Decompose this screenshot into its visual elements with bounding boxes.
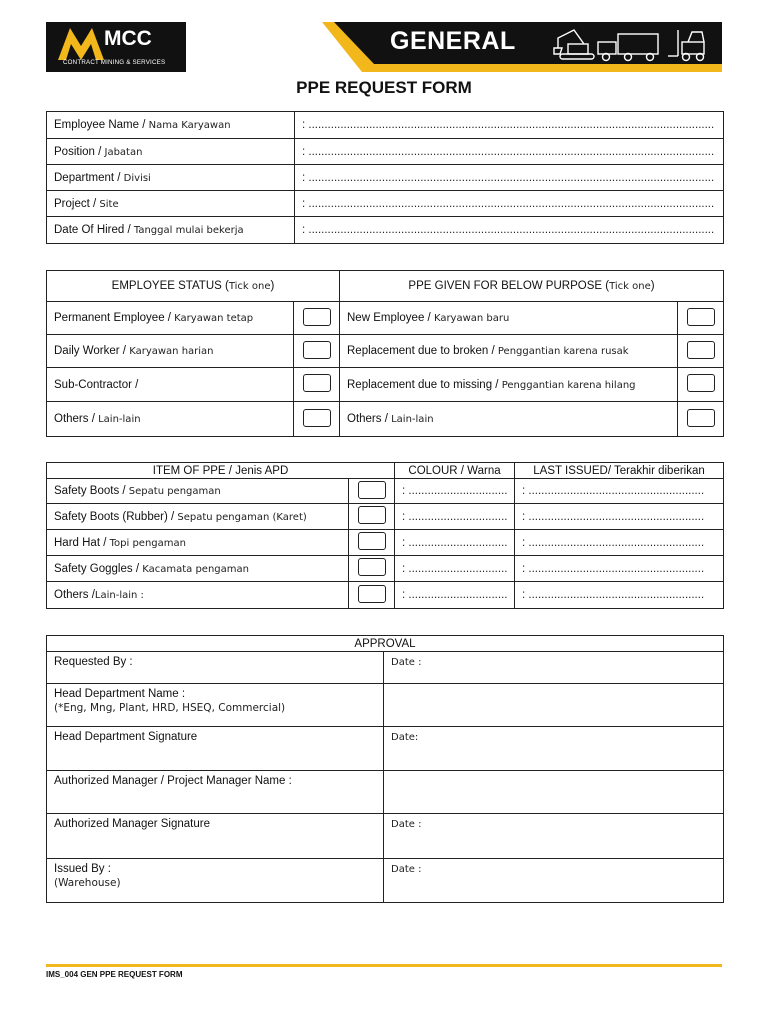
department-field[interactable]: : ............................................................................................................................... [295,165,724,191]
ppe-item-row: Others /Lain-lain : : ............................... : ....................................................... [47,582,724,609]
field-label-alt: Site [99,198,119,210]
ppe-item-row: Safety Boots / Sepatu pengaman : ............................... : ....................................................... [47,479,724,504]
status-others-checkbox[interactable] [303,409,331,427]
safety-boots-checkbox[interactable] [358,481,386,499]
project-field[interactable]: : ............................................................................................................................... [295,191,724,217]
safety-goggles-checkbox[interactable] [358,558,386,576]
field-label: Employee Name / [54,119,149,131]
purpose-others-checkbox[interactable] [687,409,715,427]
status-table [46,270,724,437]
colour-field[interactable]: : ............................... [395,530,515,556]
footer-divider [46,964,722,967]
approval-row [47,652,724,684]
last-issued-header: LAST ISSUED/ Terakhir diberikan [515,463,724,479]
date-of-hired-row [47,217,724,244]
ppe-item-row: Hard Hat / Topi pengaman : ............................... : ....................................................... [47,530,724,556]
status-row: Permanent Employee / Karyawan tetap New Employee / Karyawan baru [47,302,724,335]
approval-header: APPROVAL [47,636,724,652]
approval-row [47,814,724,859]
date-field[interactable]: Date : [391,657,422,668]
last-issued-field[interactable]: : ....................................................... [515,582,724,609]
last-issued-field[interactable]: : ....................................................... [515,530,724,556]
company-logo [46,22,186,72]
ppe-others-checkbox[interactable] [358,585,386,603]
form-title: PPE REQUEST FORM [296,78,472,97]
item-header: ITEM OF PPE / Jenis APD [47,463,395,479]
approval-label: Issued By : [54,863,111,875]
employee-info-table [46,111,724,244]
logo-subtitle: CONTRACT MINING & SERVICES [63,59,166,66]
colour-field[interactable]: : ............................... [395,556,515,582]
last-issued-field[interactable]: : ....................................................... [515,479,724,504]
colour-field[interactable]: : ............................... [395,479,515,504]
approval-table [46,635,724,903]
last-issued-field[interactable]: : ....................................................... [515,556,724,582]
approval-sublabel: (Warehouse) [54,877,121,889]
permanent-employee-checkbox[interactable] [303,308,331,326]
ppe-item-row: Safety Goggles / Kacamata pengaman : ............................... : ....................................................... [47,556,724,582]
ppe-purpose-header: PPE GIVEN FOR BELOW PURPOSE (Tick one) [340,271,724,302]
approval-label: Authorized Manager Signature [54,818,210,830]
ppe-items-header-row [47,463,724,479]
approval-label: Head Department Name : [54,688,186,700]
field-label: Project / [54,197,100,210]
approval-header-row [47,636,724,652]
date-field[interactable]: Date: [391,732,419,743]
field-label: Date Of Hired / [54,224,134,236]
project-row [47,191,724,217]
status-row: Sub-Contractor / Replacement due to missing / Penggantian karena hilang [47,368,724,402]
ppe-items-table [46,462,724,609]
mcc-m-logo-icon [58,28,104,60]
approval-row [47,771,724,814]
banner-text: GENERAL [390,27,516,55]
safety-boots-rubber-checkbox[interactable] [358,506,386,524]
approval-sublabel: (*Eng, Mng, Plant, HRD, HSEQ, Commercial) [54,702,286,714]
position-field[interactable]: : ............................................................................................................................... [295,139,724,165]
status-row: Daily Worker / Karyawan harian Replacement due to broken / Penggantian karena rusak [47,335,724,368]
position-row [47,139,724,165]
replacement-missing-checkbox[interactable] [687,374,715,392]
field-label: Department / [54,171,124,184]
colour-header: COLOUR / Warna [395,463,515,479]
employee-name-row [47,112,724,139]
field-label-alt: Jabatan [104,146,143,158]
approval-label: Authorized Manager / Project Manager Name : [54,775,292,787]
colour-field[interactable]: : ............................... [395,582,515,609]
head-department-name-field[interactable] [384,684,724,727]
employee-name-field[interactable]: : ............................................................................................................................... [295,112,724,139]
status-header-row [47,271,724,302]
approval-label: Head Department Signature [54,731,198,743]
logo-text: MCC [104,27,152,50]
sub-contractor-checkbox[interactable] [303,374,331,392]
department-row [47,165,724,191]
approval-row [47,727,724,771]
colour-field[interactable]: : ............................... [395,504,515,530]
manager-name-field[interactable] [384,771,724,814]
date-field[interactable]: Date : [391,819,422,830]
approval-row [47,684,724,727]
replacement-broken-checkbox[interactable] [687,341,715,359]
date-of-hired-field[interactable]: : ............................................................................................................................... [295,217,724,244]
field-label-alt: Tanggal mulai bekerja [133,225,244,236]
status-row: Others / Lain-lain Others / Lain-lain [47,402,724,437]
date-field[interactable]: Date : [391,864,422,875]
approval-row [47,859,724,903]
hard-hat-checkbox[interactable] [358,532,386,550]
new-employee-checkbox[interactable] [687,308,715,326]
ppe-item-row: Safety Boots (Rubber) / Sepatu pengaman (Karet) : ............................... : ....................................................... [47,504,724,530]
general-banner [322,22,722,72]
last-issued-field[interactable]: : ....................................................... [515,504,724,530]
field-label: Position / [54,145,105,158]
footer-doc-code: IMS_004 GEN PPE REQUEST FORM [46,970,183,979]
approval-label: Requested By : [54,656,133,668]
employee-status-header: EMPLOYEE STATUS (Tick one) [47,271,340,302]
field-label-alt: Divisi [123,172,151,184]
field-label-alt: Nama Karyawan [148,120,231,131]
daily-worker-checkbox[interactable] [303,341,331,359]
